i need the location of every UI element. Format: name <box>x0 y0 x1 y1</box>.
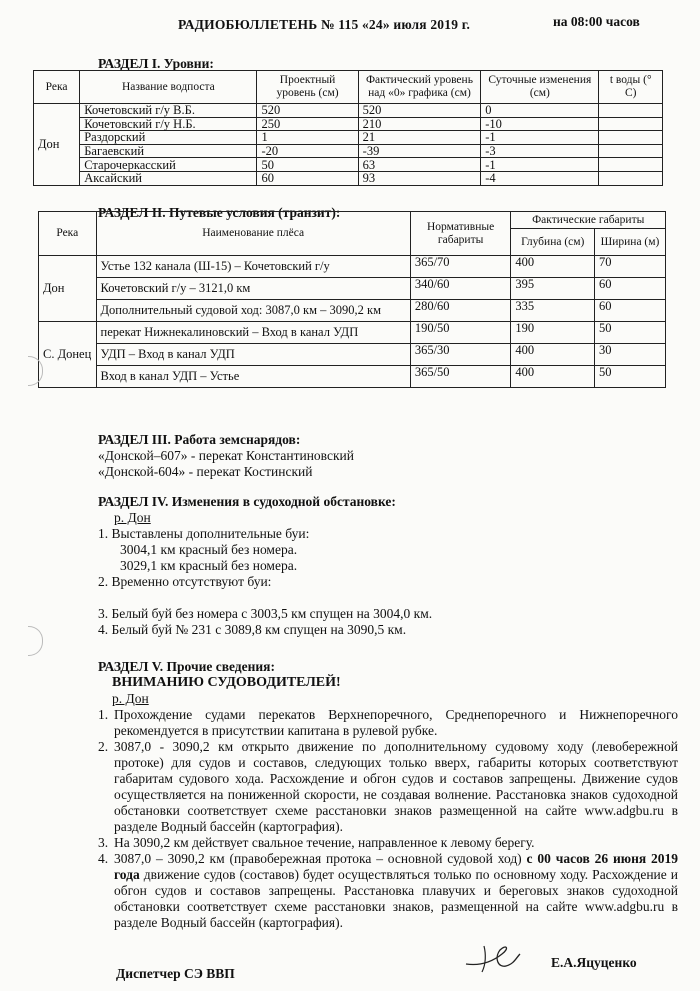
cell-width: 50 <box>595 366 666 388</box>
col-river: Река <box>39 212 97 256</box>
item-text: На 3090,2 км действует свальное течение, направленное к левому берегу. <box>114 835 535 850</box>
cell-norm: 340/60 <box>410 278 511 300</box>
table-row <box>39 322 666 344</box>
dredger-line: «Донской–607» - перекат Константиновский <box>98 448 354 463</box>
item4-pre: 3087,0 – 3090,2 км (правобережная протока – основной судовой ход) <box>114 851 522 866</box>
table-row <box>39 366 666 388</box>
cell-change: 0 <box>481 104 599 118</box>
item-number: 3. <box>98 835 109 850</box>
bulletin-time: на 08:00 часов <box>553 14 640 29</box>
cell-t <box>599 158 663 172</box>
cell-name: Кочетовский г/у – 3121,0 км <box>96 278 410 300</box>
cell-norm: 365/30 <box>410 344 511 366</box>
hole-punch-mark <box>28 626 43 656</box>
river-cell: С. Донец <box>39 322 97 388</box>
table-row <box>34 131 663 145</box>
col-stretch: Наименование плёса <box>96 212 410 256</box>
cell-change: -3 <box>481 144 599 158</box>
cell-post: Старочеркасский <box>80 158 257 172</box>
section4-title: РАЗДЕЛ IV. Изменения в судоходной обстановке: <box>98 494 396 509</box>
cell-width: 70 <box>595 256 666 278</box>
item-text: Прохождение судами перекатов Верхнепоречного, Среднепоречного и Нижнепоречного рекомендуется в присутствии капитана в рулевой рубке. <box>114 707 678 738</box>
cell-post: Багаевский <box>80 144 257 158</box>
river-label: р. Дон <box>112 691 149 706</box>
list-item <box>98 707 678 739</box>
table-row <box>34 144 663 158</box>
cell-t <box>599 144 663 158</box>
cell-norm: 365/50 <box>410 366 511 388</box>
table-row <box>34 104 663 118</box>
col-fact: Фактический уровень над «0» графика (см) <box>358 71 481 104</box>
col-norm: Нормативные габариты <box>410 212 511 256</box>
cell-name: Вход в канал УДП – Устье <box>96 366 410 388</box>
signer-name: Е.А.Яцуценко <box>551 955 637 970</box>
col-change: Суточные изменения (см) <box>481 71 599 104</box>
cell-depth: 400 <box>511 344 595 366</box>
item-sub: 3004,1 км красный без номера. <box>120 542 298 557</box>
section5-title: РАЗДЕЛ V. Прочие сведения: <box>98 659 275 674</box>
item: 3. Белый буй без номера с 3003,5 км спущен на 3004,0 км. <box>98 606 433 621</box>
cell-proj: 520 <box>257 104 358 118</box>
col-depth: Глубина (см) <box>511 229 595 256</box>
cell-t <box>599 171 663 185</box>
dredger-line: «Донской-604» - перекат Костинский <box>98 464 313 479</box>
section5 <box>98 659 678 931</box>
table-row <box>39 256 666 278</box>
bulletin-title: РАДИОБЮЛЛЕТЕНЬ № 115 «24» июля 2019 г. <box>178 17 471 32</box>
cell-fact: 21 <box>358 131 481 145</box>
item-sub: 3029,1 км красный без номера. <box>120 558 298 573</box>
item: 4. Белый буй № 231 с 3089,8 км спущен на 3090,5 км. <box>98 622 407 637</box>
col-post: Название водпоста <box>80 71 257 104</box>
river-label: р. Дон <box>114 510 151 525</box>
cell-norm: 280/60 <box>410 300 511 322</box>
col-proj: Проектный уровень (см) <box>257 71 358 104</box>
item4-post: движение судов (составов) будет осуществляться только по основному ходу. Расхождение и обгон судов и составов запрещены. Расстановка плавучих и береговых знаков судоходной обстановки соответствует схеме расстановки знаков, размещенной на сайте www.adgbu.ru в разделе Водный бассейн (картография). <box>114 867 679 930</box>
cell-post: Кочетовский г/у В.Б. <box>80 104 257 118</box>
cell-fact: 93 <box>358 171 481 185</box>
col-river: Река <box>34 71 80 104</box>
cell-depth: 400 <box>511 256 595 278</box>
cell-depth: 395 <box>511 278 595 300</box>
cell-name: перекат Нижнекалиновский – Вход в канал УДП <box>96 322 410 344</box>
cell-name: Устье 132 канала (Ш-15) – Кочетовский г/у <box>96 256 410 278</box>
list-item: 4. 3087,0 – 3090,2 км (правобережная протока – основной судовой ход) с 00 часов 26 июня 2019 года движение судов (составов) будет осуществляться только по основному ходу. Расхождение и обгон судов и составов запрещены. Расстановка плавучих и береговых знаков судоходной обстановки соответствует схеме расстановки знаков, размещенной на сайте www.adgbu.ru в разделе Водный бассейн (картография). <box>98 851 679 930</box>
section2-title: РАЗДЕЛ II. Путевые условия (транзит): <box>98 205 341 220</box>
cell-change: -1 <box>481 158 599 172</box>
cell-name: УДП – Вход в канал УДП <box>96 344 410 366</box>
table-row <box>39 300 666 322</box>
cell-change: -4 <box>481 171 599 185</box>
item-number: 2. <box>98 739 109 754</box>
cell-proj: 60 <box>257 171 358 185</box>
warning-heading: ВНИМАНИЮ СУДОВОДИТЕЛЕЙ! <box>112 675 341 690</box>
cell-width: 50 <box>595 322 666 344</box>
cell-fact: 210 <box>358 117 481 131</box>
list-item <box>98 739 678 835</box>
cell-fact: 63 <box>358 158 481 172</box>
col-width: Ширина (м) <box>595 229 666 256</box>
cell-post: Кочетовский г/у Н.Б. <box>80 117 257 131</box>
item-text: 3087,0 - 3090,2 км открыто движение по дополнительному судовому ходу (левобережной протоке) для судов и составов, следующих только вверх, габариты которых соответствуют габаритам судового хода. Расхождение и обгон судов и составов запрещены. Движение судов осуществляется на пониженной скорости, не создавая волнение. Расстановка знаков судоходной обстановки соответствует схеме расстановки знаков размещенной на сайте www.adgbu.ru в разделе Водный бассейн (картография). <box>114 739 678 834</box>
cell-fact: 520 <box>358 104 481 118</box>
cell-depth: 400 <box>511 366 595 388</box>
item: 1. Выставлены дополнительные буи: <box>98 526 310 541</box>
river-cell: Дон <box>34 104 80 186</box>
cell-depth: 190 <box>511 322 595 344</box>
col-fact: Фактические габариты <box>511 212 666 229</box>
cell-change: -1 <box>481 131 599 145</box>
cell-proj: 1 <box>257 131 358 145</box>
cell-t <box>599 104 663 118</box>
cell-fact: -39 <box>358 144 481 158</box>
cell-depth: 335 <box>511 300 595 322</box>
cell-norm: 190/50 <box>410 322 511 344</box>
section3 <box>98 432 354 480</box>
section3-title: РАЗДЕЛ III. Работа земснарядов: <box>98 432 301 447</box>
item-number: 1. <box>98 707 109 722</box>
cell-width: 60 <box>595 300 666 322</box>
cell-width: 60 <box>595 278 666 300</box>
transit-table <box>38 211 666 388</box>
cell-post: Раздорский <box>80 131 257 145</box>
table-row <box>34 117 663 131</box>
section4 <box>98 494 432 638</box>
cell-norm: 365/70 <box>410 256 511 278</box>
cell-proj: 250 <box>257 117 358 131</box>
signature-scribble <box>462 942 522 974</box>
cell-width: 30 <box>595 344 666 366</box>
cell-proj: -20 <box>257 144 358 158</box>
list-item <box>98 835 678 851</box>
table-row <box>34 171 663 185</box>
table-row <box>34 158 663 172</box>
cell-t <box>599 131 663 145</box>
cell-name: Дополнительный судовой ход: 3087,0 км – 3090,2 км <box>96 300 410 322</box>
section1-title: РАЗДЕЛ I. Уровни: <box>98 56 214 71</box>
river-cell: Дон <box>39 256 97 322</box>
levels-table <box>33 70 663 186</box>
cell-t <box>599 117 663 131</box>
cell-post: Аксайский <box>80 171 257 185</box>
cell-proj: 50 <box>257 158 358 172</box>
cell-change: -10 <box>481 117 599 131</box>
col-t: t воды (° С) <box>599 71 663 104</box>
item: 2. Временно отсутствуют буи: <box>98 574 272 589</box>
table-row <box>39 278 666 300</box>
dispatcher-label: Диспетчер СЭ ВВП <box>116 966 235 981</box>
item4-bold: с 00 часов 26 июня 2019 года <box>114 851 679 882</box>
table-row <box>39 344 666 366</box>
